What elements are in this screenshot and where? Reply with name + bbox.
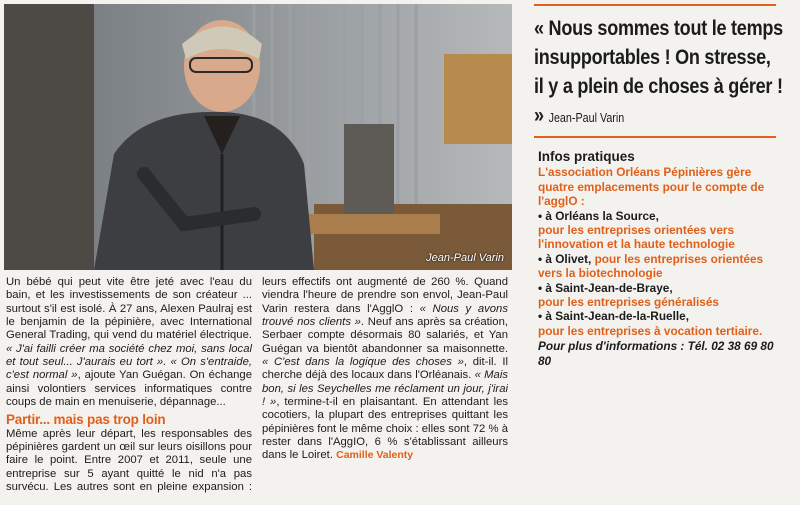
text-run: Même après leur départ, les responsables des pépinières gardent un œil sur leurs oisillons pour faire le point. Entre 2007 et 2011, seule une entreprise sur 5 ayant quitté le nid n'a pas survécu. Les autres sont en pleine expansion : leurs effectifs ont augmenté de 260 %. Quand viendra l'heure de prendre son envol, Jean-Paul Varin restera dans l'AgglO : [6,276,508,494]
infos-intro: L'association Orléans Pépinières gère quatre emplacements pour le compte de l'agglO : [538,165,765,209]
photo-credit: Jean-Paul Varin [426,252,504,264]
quote-rule-top [534,4,776,6]
text-run: , termine-t-il en plaisantant. En attendant les cocotiers, la plupart des entreprises quittant les pépinières font le même choix : elles sont 72 % à rester dans l'AggIO, 6 % s'établissant ailleurs dans le Loiret. [262,396,508,462]
byline: Camille Valenty [336,449,414,462]
pull-quote [534,14,783,133]
text-run: , ajoute Yan Guégan. On échange ainsi volontiers services informatiques contre coups de main en menuiserie, dépannage... [6,369,252,409]
pull-quote-text: « Nous sommes tout le temps insupportables ! On stresse, il y a plein de choses à gérer ! » [534,17,783,127]
quote-run: « C'est dans la logique des choses » [262,356,464,369]
infos-desc: pour les entreprises orientées vers la biotechnologie [538,251,764,281]
infos-title: Infos pratiques [538,149,635,164]
infos-pratiques-box [538,150,788,368]
infos-place: • à Saint-Jean-de-la-Ruelle, [538,309,689,324]
article-paragraph [6,276,252,409]
quote-rule-bottom [534,136,776,138]
infos-place: • à Saint-Jean-de-Braye, [538,280,673,295]
quote-run: « Mais bon, si les Seychelles me réclament un jour, j'irai ! » [262,369,508,409]
section-subhead: Partir... mais pas trop loin [6,412,166,428]
infos-item [538,309,788,338]
text-run: , dit-il. Il cherche déjà des locaux dans l'Orléanais. [262,356,508,382]
pull-quote-author: Jean-Paul Varin [548,111,625,125]
article-column-1 [6,276,508,502]
infos-place: • à Olivet, [538,251,592,266]
quote-run: « Nous y avons trouvé nos clients » [262,302,508,329]
quote-run: « J'ai failli créer ma société chez moi, sans local et tout seul... J'aurais eu tort ». « On s'entraide, c'est normal » [6,342,252,382]
infos-desc: pour les entreprises à vocation tertiaire. [538,323,763,338]
infos-item [538,252,788,281]
text-run: . Neuf ans après sa création, Serbaer compte désormais 80 salariés, et Yan Guégan va bientôt abandonner sa maisonnette. [262,316,508,355]
article-photo [4,4,512,270]
workshop-photo-illustration [4,4,512,270]
text-run: Un bébé qui peut vite être jeté avec l'eau du bain, et les investissements de son créateur ... surtout s'il est isolé. À 27 ans, Alexen Paulraj est le benjamin de la pépinière, avec International General Trading, qui vend du matériel électrique. [6,276,252,342]
infos-contact: Pour plus d'informations : Tél. 02 38 69 80 80 [538,339,774,368]
infos-desc: pour les entreprises orientées vers l'innovation et la haute technologie [538,223,735,252]
infos-place: • à Orléans la Source, [538,208,659,223]
infos-item [538,281,788,310]
infos-desc: pour les entreprises généralisés [538,295,719,310]
infos-item [538,209,788,252]
